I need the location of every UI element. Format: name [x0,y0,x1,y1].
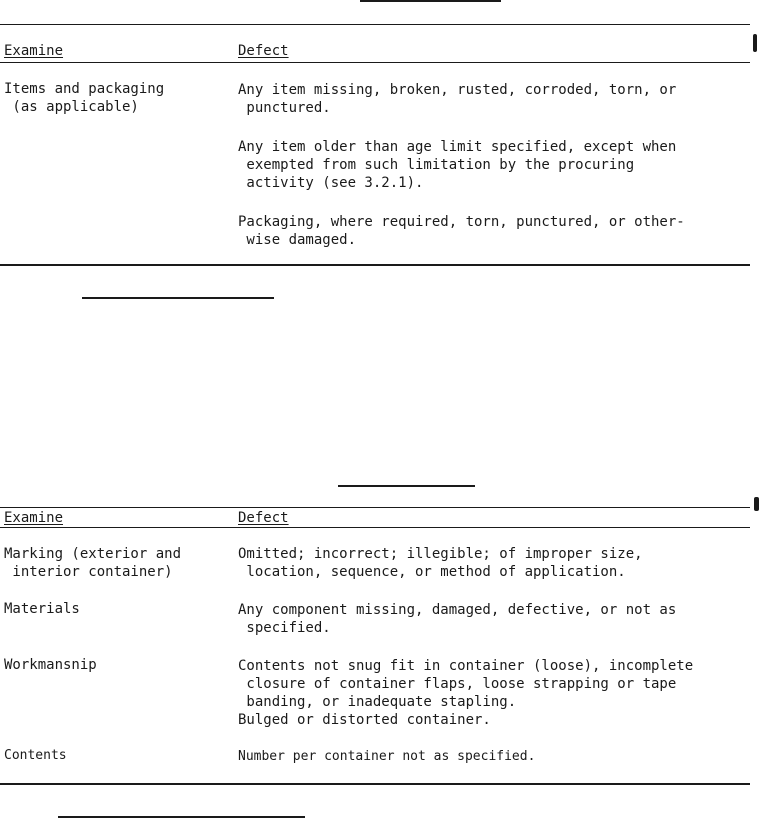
defect-line: closure of container flaps, loose strapping or tape [238,676,677,692]
defect-line: banding, or inadequate stapling. [238,694,517,710]
defect-line: punctured. [238,100,331,116]
examine-line: Materials [4,601,80,617]
defect-cell [238,81,676,117]
examine-line: Marking (exterior and [4,546,182,562]
examine-line: interior container) [4,564,173,580]
defect-line: Bulged or distorted container. [238,712,491,728]
table1-header-rule [0,62,750,63]
defect-line: exempted from such limitation by the procuring [238,157,635,173]
defect-line: Any item older than age limit specified, except when [238,139,677,155]
defect-line: Any item missing, broken, rusted, corroded, torn, or [238,82,677,98]
examine-cell [4,80,164,116]
table2-header-rule [0,527,750,528]
examine-cell [4,656,97,674]
table2-bottom-rule [0,783,750,785]
section-heading-bar [82,297,274,299]
defect-line: activity (see 3.2.1). [238,175,424,191]
examine-line: Contents [4,748,67,763]
defect-cell [238,657,693,729]
edge-mark-top [753,34,757,52]
defect-line: Number per container not as specified. [238,749,536,764]
examine-cell [4,600,80,618]
examine-line: Items and packaging [4,81,165,97]
defect-line: specified. [238,620,331,636]
defect-cell [238,213,685,249]
bottom-heading-bar [58,816,305,818]
table2-heading-bar [338,485,475,487]
table1-header-examine: Examine [4,43,64,59]
table1-header-defect: Defect [238,43,289,59]
edge-mark-bottom [754,497,759,511]
defect-cell [238,138,676,192]
table1-top-rule [0,24,750,25]
defect-line: Contents not snug fit in container (loose), incomplete [238,658,694,674]
table2-header-defect: Defect [238,510,289,526]
top-heading-bar [360,0,501,2]
table2-header-examine: Examine [4,510,64,526]
defect-cell [238,601,676,637]
defect-cell [238,748,535,766]
defect-line: Omitted; incorrect; illegible; of improper size, [238,546,643,562]
examine-line: (as applicable) [4,99,139,115]
defect-line: wise damaged. [238,232,357,248]
defect-line: Any component missing, damaged, defective, or not as [238,602,677,618]
examine-cell [4,545,181,581]
examine-line: Workmansnip [4,657,97,673]
examine-cell [4,747,67,765]
defect-cell [238,545,643,581]
defect-line: Packaging, where required, torn, punctured, or other- [238,214,685,230]
table2-top-rule [0,507,750,508]
table1-bottom-rule [0,264,750,266]
defect-line: location, sequence, or method of application. [238,564,626,580]
